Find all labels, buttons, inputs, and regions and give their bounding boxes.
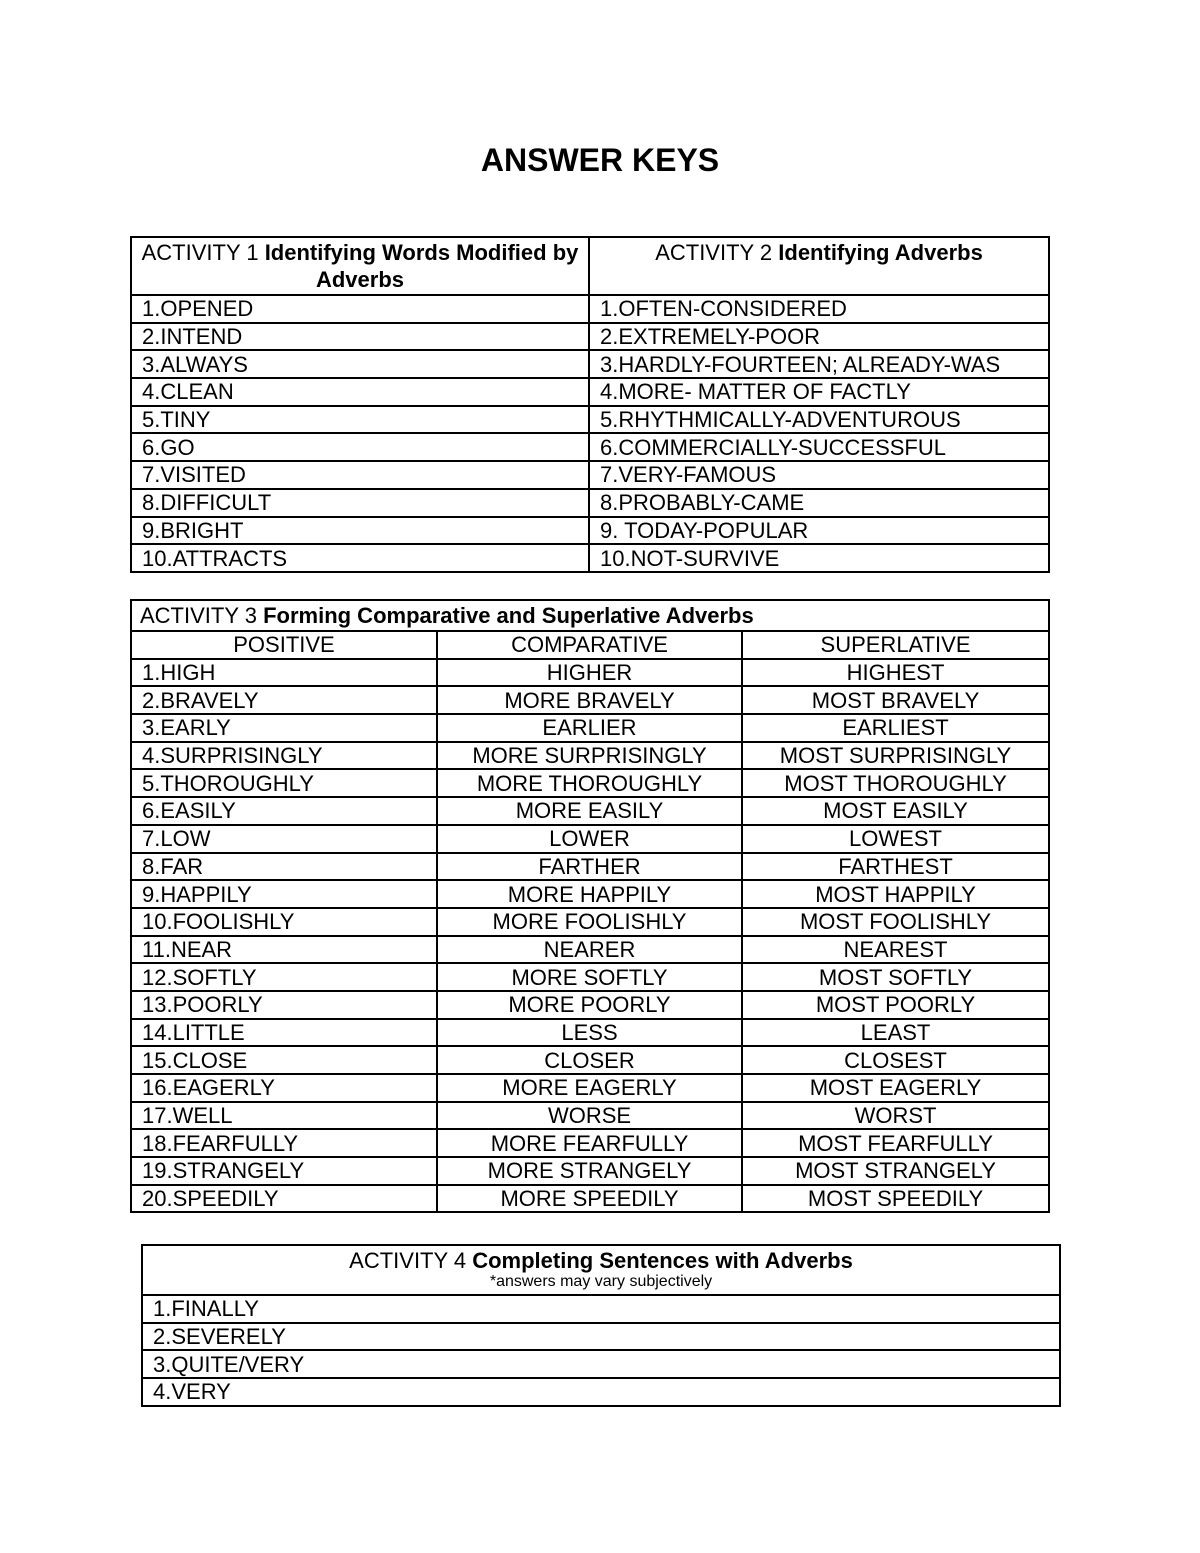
superlative-cell: MOST SPEEDILY [742,1185,1049,1213]
comparative-cell: FARTHER [437,853,742,881]
activity-3-table [130,599,1050,1213]
positive-cell: 13.POORLY [131,991,437,1019]
activity-4-answer: 2.SEVERELY [142,1323,1060,1351]
positive-cell: 14.LITTLE [131,1019,437,1047]
table-row [131,544,1049,572]
table-row [131,406,1049,434]
column-header-superlative: SUPERLATIVE [742,631,1049,659]
positive-cell: 6.EASILY [131,797,437,825]
activity-1-answer: 7.VISITED [131,461,589,489]
comparative-cell: CLOSER [437,1046,742,1074]
activity-1-answer: 8.DIFFICULT [131,489,589,517]
positive-cell: 2.BRAVELY [131,686,437,714]
activity-1-answer: 6.GO [131,433,589,461]
positive-cell: 8.FAR [131,853,437,881]
activity-4-table [141,1244,1061,1407]
table-row [131,742,1049,770]
positive-cell: 12.SOFTLY [131,963,437,991]
activity-4-answer: 1.FINALLY [142,1295,1060,1323]
comparative-cell: MORE SPEEDILY [437,1185,742,1213]
activity-4-prefix: ACTIVITY 4 [349,1248,473,1273]
table-row [142,1378,1060,1406]
table-row [131,489,1049,517]
comparative-cell: MORE THOROUGHLY [437,769,742,797]
superlative-cell: MOST BRAVELY [742,686,1049,714]
table-row [131,963,1049,991]
positive-cell: 4.SURPRISINGLY [131,742,437,770]
activity-2-answer: 7.VERY-FAMOUS [589,461,1049,489]
superlative-cell: WORST [742,1102,1049,1130]
table-row [142,1323,1060,1351]
superlative-cell: NEAREST [742,936,1049,964]
activity-1-header [131,237,589,295]
comparative-cell: HIGHER [437,659,742,687]
table-row [131,991,1049,1019]
table-row [131,323,1049,351]
table-row [131,295,1049,323]
table-row [131,1019,1049,1047]
table-row [131,714,1049,742]
positive-cell: 16.EAGERLY [131,1074,437,1102]
activity-2-answer: 9. TODAY-POPULAR [589,517,1049,545]
activity-1-answer: 9.BRIGHT [131,517,589,545]
activity-1-answer: 2.INTEND [131,323,589,351]
comparative-cell: NEARER [437,936,742,964]
page-title: ANSWER KEYS [480,142,720,178]
superlative-cell: MOST EASILY [742,797,1049,825]
positive-cell: 7.LOW [131,825,437,853]
comparative-cell: MORE STRANGELY [437,1157,742,1185]
table-row [131,1129,1049,1157]
activity-4-header [142,1245,1060,1295]
table-row [131,797,1049,825]
superlative-cell: MOST STRANGELY [742,1157,1049,1185]
activity-1-prefix: ACTIVITY 1 [141,240,265,265]
activity-2-answer: 10.NOT-SURVIVE [589,544,1049,572]
activity-1-answer: 1.OPENED [131,295,589,323]
comparative-cell: LESS [437,1019,742,1047]
comparative-cell: MORE FOOLISHLY [437,908,742,936]
table-row [131,853,1049,881]
superlative-cell: MOST EAGERLY [742,1074,1049,1102]
superlative-cell: MOST FOOLISHLY [742,908,1049,936]
positive-cell: 19.STRANGELY [131,1157,437,1185]
positive-cell: 1.HIGH [131,659,437,687]
table-row [131,1102,1049,1130]
activity-1-2-table [130,236,1050,573]
superlative-cell: MOST POORLY [742,991,1049,1019]
comparative-cell: MORE FEARFULLY [437,1129,742,1157]
comparative-cell: MORE BRAVELY [437,686,742,714]
positive-cell: 15.CLOSE [131,1046,437,1074]
comparative-cell: EARLIER [437,714,742,742]
activity-2-answer: 3.HARDLY-FOURTEEN; ALREADY-WAS [589,350,1049,378]
comparative-cell: MORE HAPPILY [437,880,742,908]
activity-4-name: Completing Sentences with Adverbs [472,1248,853,1273]
activity-1-answer: 10.ATTRACTS [131,544,589,572]
superlative-cell: LEAST [742,1019,1049,1047]
table-row [142,1295,1060,1323]
activity-3-name: Forming Comparative and Superlative Adverbs [263,603,754,628]
comparative-cell: MORE EASILY [437,797,742,825]
positive-cell: 5.THOROUGHLY [131,769,437,797]
comparative-cell: MORE POORLY [437,991,742,1019]
column-header-positive: POSITIVE [131,631,437,659]
column-header-comparative: COMPARATIVE [437,631,742,659]
positive-cell: 18.FEARFULLY [131,1129,437,1157]
positive-cell: 3.EARLY [131,714,437,742]
superlative-cell: EARLIEST [742,714,1049,742]
activity-2-answer: 1.OFTEN-CONSIDERED [589,295,1049,323]
comparative-cell: MORE EAGERLY [437,1074,742,1102]
table-row [131,769,1049,797]
comparative-cell: LOWER [437,825,742,853]
table-row [131,908,1049,936]
positive-cell: 17.WELL [131,1102,437,1130]
activity-1-answer: 5.TINY [131,406,589,434]
activity-2-answer: 5.RHYTHMICALLY-ADVENTUROUS [589,406,1049,434]
positive-cell: 10.FOOLISHLY [131,908,437,936]
activity-2-answer: 8.PROBABLY-CAME [589,489,1049,517]
activity-2-name: Identifying Adverbs [778,240,983,265]
superlative-cell: HIGHEST [742,659,1049,687]
positive-cell: 20.SPEEDILY [131,1185,437,1213]
table-row [142,1350,1060,1378]
superlative-cell: MOST SOFTLY [742,963,1049,991]
activity-1-answer: 3.ALWAYS [131,350,589,378]
positive-cell: 9.HAPPILY [131,880,437,908]
activity-1-name: Identifying Words Modified by Adverbs [264,240,579,292]
table-row [131,1074,1049,1102]
table-row [131,433,1049,461]
positive-cell: 11.NEAR [131,936,437,964]
activity-2-answer: 4.MORE- MATTER OF FACTLY [589,378,1049,406]
superlative-cell: CLOSEST [742,1046,1049,1074]
comparative-cell: MORE SOFTLY [437,963,742,991]
table-row [131,350,1049,378]
activity-2-prefix: ACTIVITY 2 [655,240,779,265]
table-row [131,936,1049,964]
activity-4-answer: 4.VERY [142,1378,1060,1406]
table-row [131,825,1049,853]
superlative-cell: MOST SURPRISINGLY [742,742,1049,770]
table-row [131,686,1049,714]
table-row [131,461,1049,489]
table-row [131,1157,1049,1185]
superlative-cell: FARTHEST [742,853,1049,881]
table-row [131,880,1049,908]
comparative-cell: WORSE [437,1102,742,1130]
table-row [131,1046,1049,1074]
superlative-cell: MOST HAPPILY [742,880,1049,908]
table-row [131,659,1049,687]
superlative-cell: MOST THOROUGHLY [742,769,1049,797]
activity-2-answer: 2.EXTREMELY-POOR [589,323,1049,351]
table-row [131,517,1049,545]
table-row [131,1185,1049,1213]
table-row [131,378,1049,406]
activity-4-note: *answers may vary subjectively [489,1273,713,1290]
activity-2-answer: 6.COMMERCIALLY-SUCCESSFUL [589,433,1049,461]
activity-1-answer: 4.CLEAN [131,378,589,406]
activity-2-header [589,237,1049,295]
comparative-cell: MORE SURPRISINGLY [437,742,742,770]
activity-4-answer: 3.QUITE/VERY [142,1350,1060,1378]
activity-3-header [131,600,1049,631]
activity-3-prefix: ACTIVITY 3 [140,603,264,628]
superlative-cell: MOST FEARFULLY [742,1129,1049,1157]
superlative-cell: LOWEST [742,825,1049,853]
